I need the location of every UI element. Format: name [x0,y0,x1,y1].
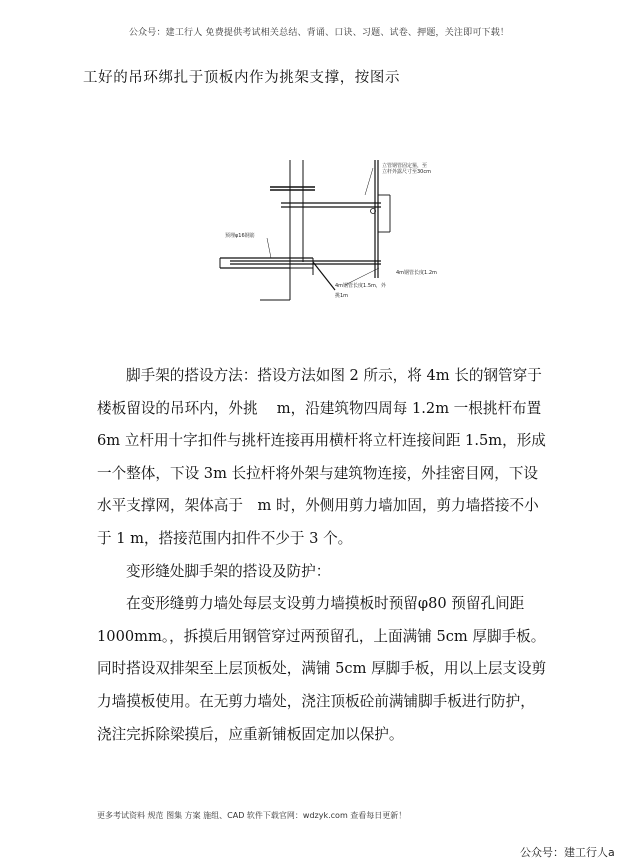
paragraph-expansion-joint: 在变形缝剪力墙处每层支设剪力墙摸板时预留φ80 预留孔间距 1000mm。，拆摸后用钢管穿过两预留孔，上面满铺 5cm 厚脚手板。同时搭设双排架至上层顶板处，满铺 5cm 厚脚手板，用以上层支设剪力墙摸板使用。在无剪力墙处，浇注顶板砼前满铺脚手板进行防护，浇注完拆除梁摸后，应重新铺板固定加以保护。 [97,595,547,743]
leader-top [365,168,373,195]
paragraph-expansion-joint-heading: 变形缝处脚手架的搭设及防护： [126,562,331,580]
header-note: 公众号：建工行人 免费提供考试相关总结、背诵、口诀、习题、试卷、押题，关注即可下载！ [128,28,510,38]
diagram-label-bottom-2: 挑1m [335,293,349,299]
diagram-label-top-2: 立杆外露尺寸至30cm [382,169,431,175]
scaffold-diagram-svg [215,150,445,325]
footer-note: 更多考试资料 规范 图集 方案 施组、CAD 软件下载官网：wdzyk.com 查看每日更新！ [97,811,407,820]
paragraph-scaffold-method: 脚手架的搭设方法：搭设方法如图 2 所示，将 4m 长的钢管穿于楼板留设的吊环内，外挑 m，沿建筑物四周每 1.2m 一根挑杆布置 6m 立杆用十字扣件与挑杆连接再用横杆将立杆连接间距 1.5m，形成一个整体，下设 3m 长拉杆将外架与建筑物连接，外挂密目网，下设水平支撑网，架体高于 m 时，外侧用剪力墙加固，剪力墙搭接不小于 1 m，搭接范围内扣件不少于 3 个。 [97,367,546,547]
intro-line: 工好的吊环绑扎于顶板内作为挑架支撑，按图示 [83,70,401,86]
body-text [97,360,549,751]
diagram-label-bottom: 4m钢管长度1.5m，外 [335,283,386,289]
diagram-label-top: 立管钢管固定箍，至 [382,163,428,169]
scaffold-diagram [215,150,445,325]
watermark: 公众号：建工行人a [520,846,615,859]
diagonal-brace [313,262,335,290]
leader-left [267,238,271,258]
diagram-label-left: 预埋φ16钢筋 [225,233,255,239]
diagram-label-right: 4m钢管长度1.2m [396,270,437,276]
